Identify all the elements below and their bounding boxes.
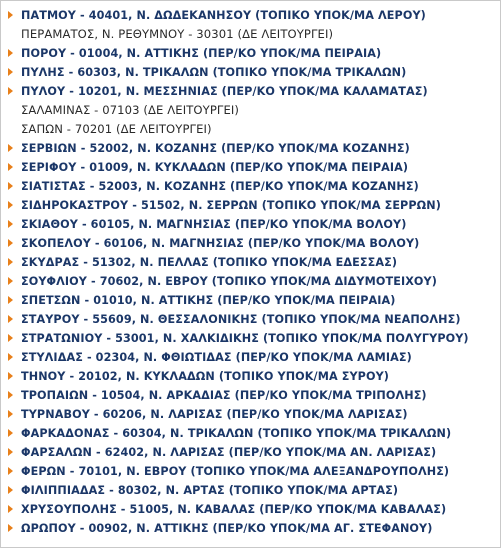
office-link-text[interactable]: ΣΚΙΑΘΟΥ - 60105, Ν. ΜΑΓΝΗΣΙΑΣ (ΠΕΡ/ΚΟ ΥΠΟΚ/ΜΑ ΒΟΛΟΥ) — [21, 218, 407, 231]
orange-arrow-bullet-icon — [8, 429, 13, 437]
orange-arrow-bullet-icon — [8, 410, 13, 418]
office-link-text[interactable]: ΤΥΡΝΑΒΟΥ - 60206, Ν. ΛΑΡΙΣΑΣ (ΠΕΡ/ΚΟ ΥΠΟΚ/ΜΑ ΛΑΡΙΣΑΣ) — [21, 408, 408, 421]
office-link-text[interactable]: ΣΙΔΗΡΟΚΑΣΤΡΟΥ - 51502, Ν. ΣΕΡΡΩΝ (ΤΟΠΙΚΟ ΥΠΟΚ/ΜΑ ΣΕΡΡΩΝ) — [21, 199, 441, 212]
orange-arrow-bullet-icon — [8, 201, 13, 209]
office-link-text[interactable]: ΣΙΑΤΙΣΤΑΣ - 52003, Ν. ΚΟΖΑΝΗΣ (ΠΕΡ/ΚΟ ΥΠΟΚ/ΜΑ ΚΟΖΑΝΗΣ) — [21, 180, 419, 193]
office-link-item[interactable] — [1, 215, 500, 234]
office-link-text[interactable]: ΣΤΑΥΡΟΥ - 55609, Ν. ΘΕΣΣΑΛΟΝΙΚΗΣ (ΤΟΠΙΚΟ ΥΠΟΚ/ΜΑ ΝΕΑΠΟΛΗΣ) — [21, 313, 461, 326]
orange-arrow-bullet-icon — [8, 87, 13, 95]
orange-arrow-bullet-icon — [8, 524, 13, 532]
office-link-item[interactable] — [1, 500, 500, 519]
office-link-text[interactable]: ΠΥΛΗΣ - 60303, Ν. ΤΡΙΚΑΛΩΝ (ΤΟΠΙΚΟ ΥΠΟΚ/ΜΑ ΤΡΙΚΑΛΩΝ) — [21, 66, 407, 79]
office-link-text[interactable]: ΣΚΟΠΕΛΟΥ - 60106, Ν. ΜΑΓΝΗΣΙΑΣ (ΠΕΡ/ΚΟ ΥΠΟΚ/ΜΑ ΒΟΛΟΥ) — [21, 237, 420, 250]
orange-arrow-bullet-icon — [8, 315, 13, 323]
office-list — [1, 6, 500, 538]
orange-arrow-bullet-icon — [8, 68, 13, 76]
office-link-item[interactable] — [1, 481, 500, 500]
office-inactive-item — [1, 101, 500, 120]
office-link-item[interactable] — [1, 405, 500, 424]
office-link-item[interactable] — [1, 177, 500, 196]
orange-arrow-bullet-icon — [8, 391, 13, 399]
orange-arrow-bullet-icon — [8, 182, 13, 190]
office-link-text[interactable]: ΣΕΡΙΦΟΥ - 01009, Ν. ΚΥΚΛΑΔΩΝ (ΠΕΡ/ΚΟ ΥΠΟΚ/ΜΑ ΠΕΙΡΑΙΑ) — [21, 161, 409, 174]
office-link-item[interactable] — [1, 82, 500, 101]
office-link-text[interactable]: ΠΑΤΜΟΥ - 40401, Ν. ΔΩΔΕΚΑΝΗΣΟΥ (ΤΟΠΙΚΟ ΥΠΟΚ/ΜΑ ΛΕΡΟΥ) — [21, 9, 426, 22]
office-link-text[interactable]: ΣΤΥΛΙΔΑΣ - 02304, Ν. ΦΘΙΩΤΙΔΑΣ (ΠΕΡ/ΚΟ ΥΠΟΚ/ΜΑ ΛΑΜΙΑΣ) — [21, 351, 412, 364]
office-link-item[interactable] — [1, 519, 500, 538]
office-link-item[interactable] — [1, 462, 500, 481]
orange-arrow-bullet-icon — [8, 334, 13, 342]
office-link-text[interactable]: ΦΕΡΩΝ - 70101, Ν. ΕΒΡΟΥ (ΤΟΠΙΚΟ ΥΠΟΚ/ΜΑ ΑΛΕΞΑΝΔΡΟΥΠΟΛΗΣ) — [21, 465, 450, 478]
office-inactive-item — [1, 120, 500, 139]
office-link-text[interactable]: ΦΑΡΚΑΔΟΝΑΣ - 60304, Ν. ΤΡΙΚΑΛΩΝ (ΤΟΠΙΚΟ ΥΠΟΚ/ΜΑ ΤΡΙΚΑΛΩΝ) — [21, 427, 452, 440]
office-link-item[interactable] — [1, 367, 500, 386]
office-link-item[interactable] — [1, 291, 500, 310]
office-link-item[interactable] — [1, 386, 500, 405]
orange-arrow-bullet-icon — [8, 239, 13, 247]
office-link-text[interactable]: ΠΥΛΟΥ - 10201, Ν. ΜΕΣΣΗΝΙΑΣ (ΠΕΡ/ΚΟ ΥΠΟΚ/ΜΑ ΚΑΛΑΜΑΤΑΣ) — [21, 85, 428, 98]
office-link-text[interactable]: ΧΡΥΣΟΥΠΟΛΗΣ - 51005, Ν. ΚΑΒΑΛΑΣ (ΠΕΡ/ΚΟ ΥΠΟΚ/ΜΑ ΚΑΒΑΛΑΣ) — [21, 503, 447, 516]
orange-arrow-bullet-icon — [8, 220, 13, 228]
office-link-text[interactable]: ΠΟΡΟΥ - 01004, Ν. ΑΤΤΙΚΗΣ (ΠΕΡ/ΚΟ ΥΠΟΚ/ΜΑ ΠΕΙΡΑΙΑ) — [21, 47, 382, 60]
office-inactive-text: ΣΑΛΑΜΙΝΑΣ - 07103 (ΔΕ ΛΕΙΤΟΥΡΓΕΙ) — [21, 103, 240, 117]
orange-arrow-bullet-icon — [8, 296, 13, 304]
office-link-item[interactable] — [1, 234, 500, 253]
office-link-item[interactable] — [1, 44, 500, 63]
orange-arrow-bullet-icon — [8, 467, 13, 475]
office-link-item[interactable] — [1, 443, 500, 462]
office-inactive-text: ΠΕΡΑΜΑΤΟΣ, Ν. ΡΕΘΥΜΝΟΥ - 30301 (ΔΕ ΛΕΙΤΟΥΡΓΕΙ) — [21, 27, 334, 41]
office-link-item[interactable] — [1, 348, 500, 367]
office-link-item[interactable] — [1, 196, 500, 215]
office-link-text[interactable]: ΩΡΩΠΟΥ - 00902, Ν. ΑΤΤΙΚΗΣ (ΠΕΡ/ΚΟ ΥΠΟΚ/ΜΑ ΑΓ. ΣΤΕΦΑΝΟΥ) — [21, 522, 433, 535]
orange-arrow-bullet-icon — [8, 486, 13, 494]
office-link-text[interactable]: ΣΤΡΑΤΩΝΙΟΥ - 53001, Ν. ΧΑΛΚΙΔΙΚΗΣ (ΤΟΠΙΚΟ ΥΠΟΚ/ΜΑ ΠΟΛΥΓΥΡΟΥ) — [21, 332, 469, 345]
office-link-item[interactable] — [1, 424, 500, 443]
office-link-text[interactable]: ΦΙΛΙΠΠΙΑΔΑΣ - 80302, Ν. ΑΡΤΑΣ (ΤΟΠΙΚΟ ΥΠΟΚ/ΜΑ ΑΡΤΑΣ) — [21, 484, 399, 497]
office-link-text[interactable]: ΤΡΟΠΑΙΩΝ - 10504, Ν. ΑΡΚΑΔΙΑΣ (ΠΕΡ/ΚΟ ΥΠΟΚ/ΜΑ ΤΡΙΠΟΛΗΣ) — [21, 389, 427, 402]
office-link-item[interactable] — [1, 6, 500, 25]
orange-arrow-bullet-icon — [8, 163, 13, 171]
office-link-item[interactable] — [1, 158, 500, 177]
orange-arrow-bullet-icon — [8, 277, 13, 285]
office-link-item[interactable] — [1, 310, 500, 329]
orange-arrow-bullet-icon — [8, 448, 13, 456]
orange-arrow-bullet-icon — [8, 353, 13, 361]
orange-arrow-bullet-icon — [8, 372, 13, 380]
office-link-text[interactable]: ΤΗΝΟΥ - 20102, Ν. ΚΥΚΛΑΔΩΝ (ΤΟΠΙΚΟ ΥΠΟΚ/ΜΑ ΣΥΡΟΥ) — [21, 370, 389, 383]
office-link-text[interactable]: ΣΚΥΔΡΑΣ - 51302, Ν. ΠΕΛΛΑΣ (ΤΟΠΙΚΟ ΥΠΟΚ/ΜΑ ΕΔΕΣΣΑΣ) — [21, 256, 398, 269]
office-link-text[interactable]: ΦΑΡΣΑΛΩΝ - 62402, Ν. ΛΑΡΙΣΑΣ (ΠΕΡ/ΚΟ ΥΠΟΚ/ΜΑ ΑΝ. ΛΑΡΙΣΑΣ) — [21, 446, 437, 459]
office-inactive-item — [1, 25, 500, 44]
orange-arrow-bullet-icon — [8, 49, 13, 57]
orange-arrow-bullet-icon — [8, 258, 13, 266]
office-link-item[interactable] — [1, 329, 500, 348]
office-link-item[interactable] — [1, 139, 500, 158]
orange-arrow-bullet-icon — [8, 144, 13, 152]
orange-arrow-bullet-icon — [8, 505, 13, 513]
office-link-text[interactable]: ΣΠΕΤΣΩΝ - 01010, Ν. ΑΤΤΙΚΗΣ (ΠΕΡ/ΚΟ ΥΠΟΚ/ΜΑ ΠΕΙΡΑΙΑ) — [21, 294, 396, 307]
office-link-item[interactable] — [1, 63, 500, 82]
orange-arrow-bullet-icon — [8, 11, 13, 19]
office-link-item[interactable] — [1, 253, 500, 272]
office-link-text[interactable]: ΣΟΥΦΛΙΟΥ - 70602, Ν. ΕΒΡΟΥ (ΤΟΠΙΚΟ ΥΠΟΚ/ΜΑ ΔΙΔΥΜΟΤΕΙΧΟΥ) — [21, 275, 437, 288]
office-inactive-text: ΣΑΠΩΝ - 70201 (ΔΕ ΛΕΙΤΟΥΡΓΕΙ) — [21, 122, 212, 136]
office-link-text[interactable]: ΣΕΡΒΙΩΝ - 52002, Ν. ΚΟΖΑΝΗΣ (ΠΕΡ/ΚΟ ΥΠΟΚ/ΜΑ ΚΟΖΑΝΗΣ) — [21, 142, 410, 155]
office-link-item[interactable] — [1, 272, 500, 291]
